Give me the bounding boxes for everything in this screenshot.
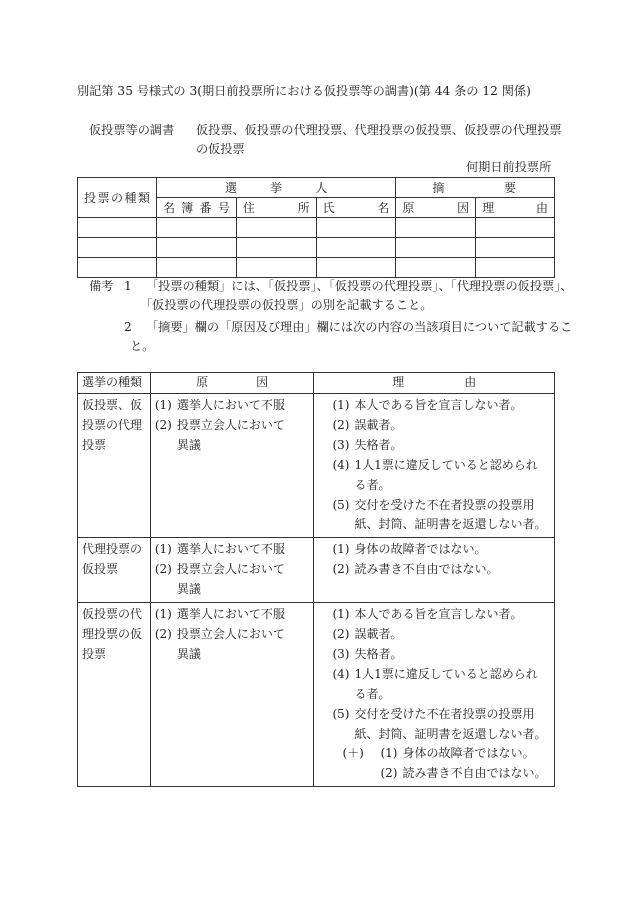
col-voter: 選 挙 人 bbox=[156, 178, 395, 198]
col-vote-type: 投 票 の 種 類 bbox=[78, 178, 157, 218]
note-1-line1: 「投票の種類」には、「仮投票」、「仮投票の代理投票」、「代理投票の仮投票」、 bbox=[146, 279, 573, 293]
sub-address: 住 所 bbox=[236, 198, 316, 218]
table-row bbox=[78, 218, 555, 238]
note-2-number: 2 bbox=[124, 320, 132, 334]
doc-subtitle-line1: 仮投票、仮投票の代理投票、代理投票の仮投票、仮投票の代理投票 bbox=[196, 123, 562, 137]
form-header: 別記第 35 号様式の 3(期日前投票所における仮投票等の調書)(第 44 条の 12 関係) bbox=[77, 84, 531, 98]
reason-cell: (1) 本人である旨を宣言しない者。 (2) 誤載者。 (3) 失格者。 (4) 1人1票に違反していると認められ る者。 (5) 交付を受けた不在者投票の投票用 紙、封筒、証明書を返還しない者。 bbox=[314, 394, 555, 538]
header-election-type: 選挙の種類 bbox=[78, 373, 151, 394]
doc-subtitle-line2: の仮投票 bbox=[196, 142, 245, 156]
table-row bbox=[78, 238, 555, 258]
note-2-line1: 「摘要」欄の「原因及び理由」欄には次の内容の当該項目について記載するこ bbox=[146, 320, 573, 334]
sub-list-marker: (＋) bbox=[342, 746, 364, 761]
sub-cause: 原 因 bbox=[396, 198, 476, 218]
col-summary: 摘 要 bbox=[396, 178, 555, 198]
table-row bbox=[78, 258, 555, 278]
note-2-line2: と。 bbox=[130, 339, 155, 353]
sub-name: 氏 名 bbox=[316, 198, 396, 218]
cause-cell: (1) 選挙人において不服 (2) 投票立会人において 異議 bbox=[150, 538, 314, 603]
election-type-cell: 代理投票の 仮投票 bbox=[78, 538, 151, 603]
doc-title: 仮投票等の調書 bbox=[89, 123, 175, 137]
cause-cell: (1) 選挙人において不服 (2) 投票立会人において 異議 bbox=[150, 603, 314, 787]
reason-cell: (1) 本人である旨を宣言しない者。 (2) 誤載者。 (3) 失格者。 (4) 1人1票に違反していると認められ る者。 (5) 交付を受けた不在者投票の投票用 紙、封筒、証明書を返還しない者。 (＋) (1) 身体の故障者ではない。 (2) 読み書き不自由ではない。 bbox=[314, 603, 555, 787]
note-1-line2: 「仮投票の代理投票の仮投票」の別を記載すること。 bbox=[140, 298, 433, 312]
table-row bbox=[78, 394, 555, 538]
header-cause: 原 因 bbox=[150, 373, 314, 394]
location-label: 何期日前投票所 bbox=[466, 160, 552, 174]
cause-reason-table bbox=[77, 372, 555, 787]
notes-label: 備考 bbox=[89, 279, 114, 293]
reason-cell: (1) 身体の故障者ではない。 (2) 読み書き不自由ではない。 bbox=[314, 538, 555, 603]
election-type-cell: 仮投票、仮 投票の代理 投票 bbox=[78, 394, 151, 538]
table-row bbox=[78, 603, 555, 787]
election-type-cell: 仮投票の代 理投票の仮 投票 bbox=[78, 603, 151, 787]
note-1-number: 1 bbox=[124, 279, 132, 293]
record-table bbox=[77, 177, 555, 278]
table-row bbox=[78, 538, 555, 603]
sub-register-number: 名 簿 番 号 bbox=[156, 198, 236, 218]
header-reason: 理 由 bbox=[314, 373, 555, 394]
cause-cell: (1) 選挙人において不服 (2) 投票立会人において 異議 bbox=[150, 394, 314, 538]
sub-reason: 理 由 bbox=[476, 198, 555, 218]
